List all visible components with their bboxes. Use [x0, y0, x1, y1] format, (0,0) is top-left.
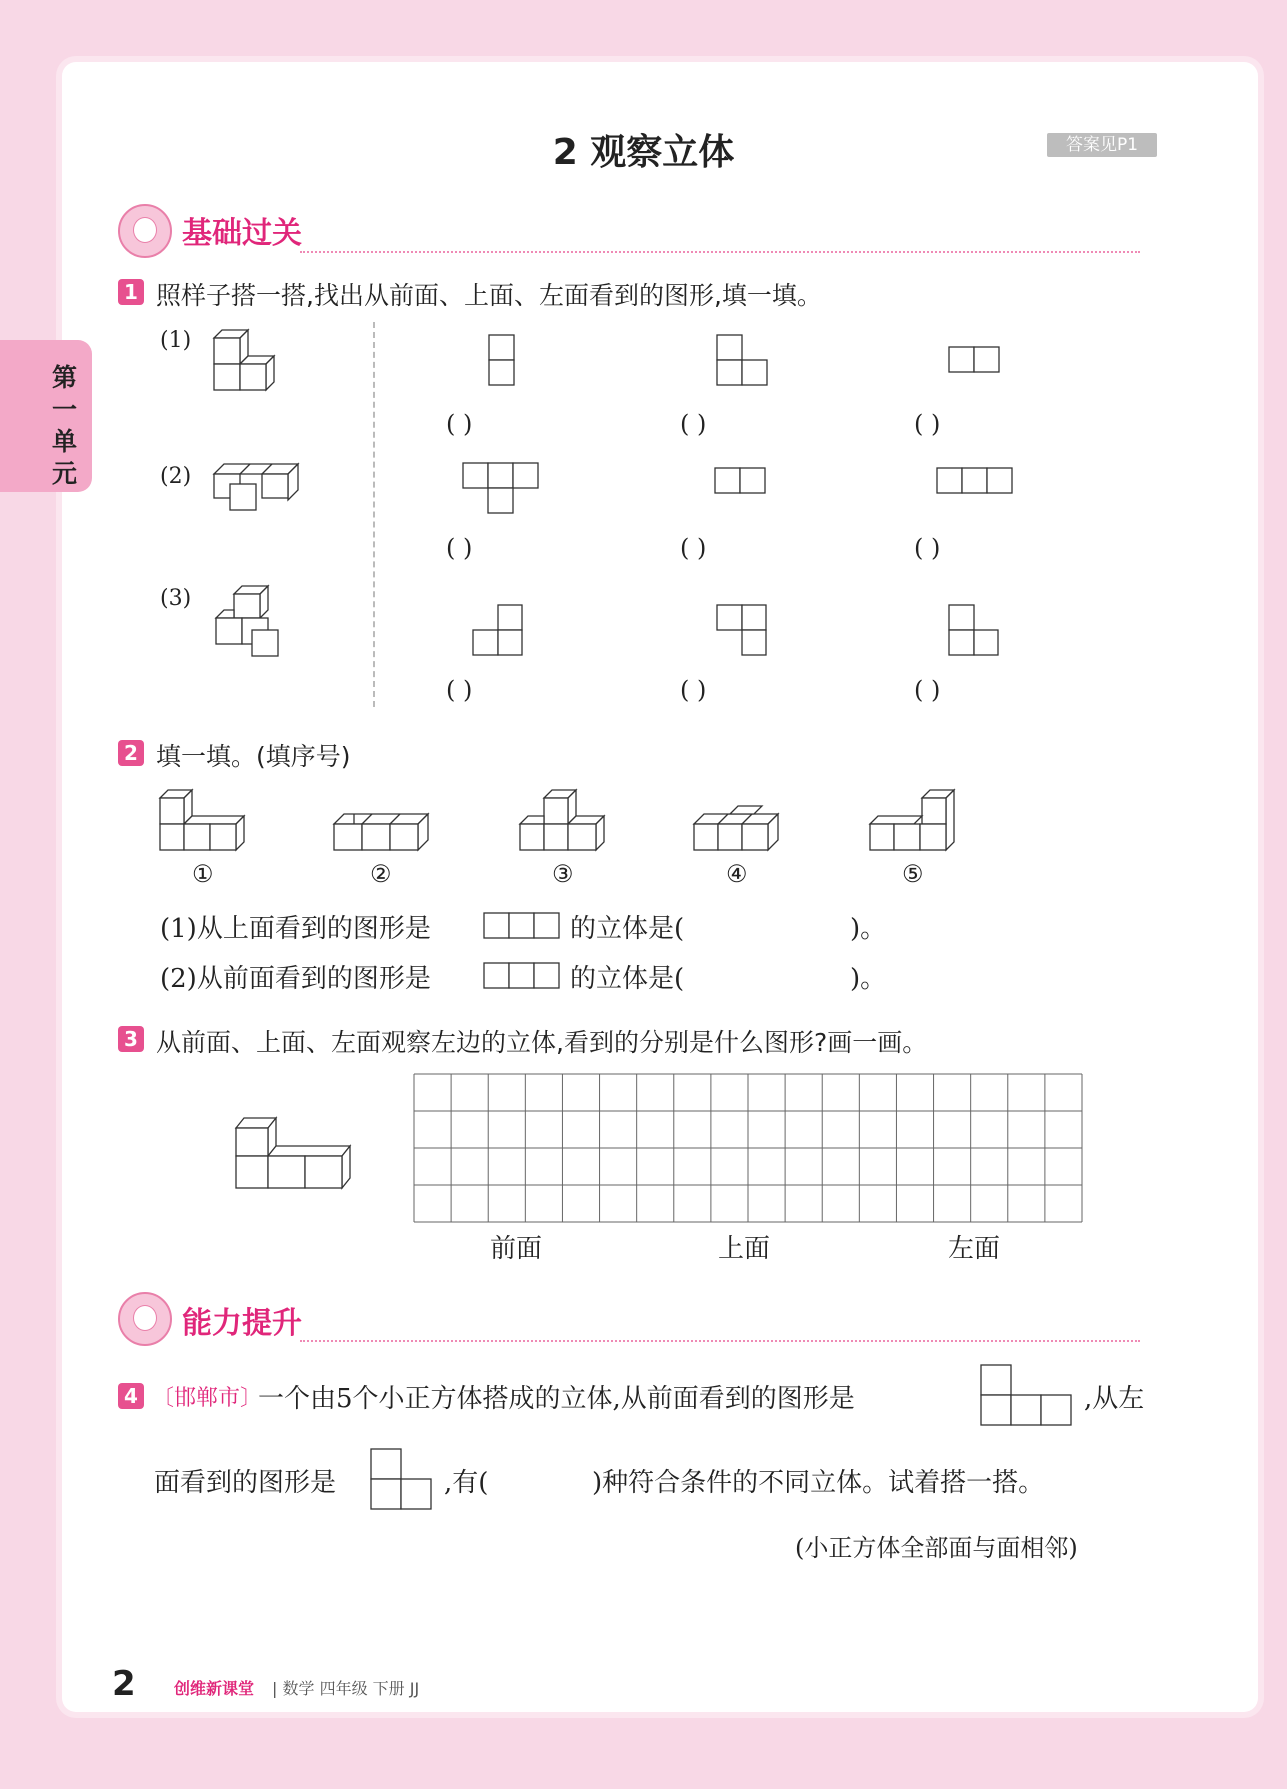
- solid-figure-2: [210, 462, 302, 512]
- option-label: ④: [726, 860, 748, 888]
- solid-option-4: [690, 804, 784, 854]
- page-number: 2: [112, 1664, 136, 1704]
- section-advanced: 能力提升: [182, 1306, 302, 1341]
- item-label: (1): [160, 328, 192, 353]
- solid-figure-q3: [234, 1116, 354, 1192]
- answer-blank[interactable]: ( ): [914, 410, 941, 438]
- subquestion-1-mid: 的立体是(: [570, 914, 685, 944]
- view-shape: [462, 462, 542, 516]
- grid-label-left: 左面: [948, 1234, 1001, 1264]
- solid-figure-3: [212, 584, 282, 658]
- grid-label-top: 上面: [718, 1234, 771, 1264]
- view-shape: [948, 346, 1002, 374]
- answer-blank[interactable]: ( ): [914, 676, 941, 704]
- unit-tab: [0, 340, 92, 492]
- solid-figure-1: [210, 328, 280, 394]
- view-shape: [488, 334, 516, 386]
- subquestion-1: (1)从上面看到的图形是: [160, 914, 431, 944]
- answer-blank[interactable]: ( ): [680, 534, 707, 562]
- answer-blank[interactable]: ( ): [680, 410, 707, 438]
- answer-open[interactable]: ,有(: [444, 1468, 489, 1498]
- series-name: 创维新课堂: [174, 1679, 255, 1698]
- view-shape: [483, 912, 561, 940]
- solid-option-1: [156, 786, 250, 854]
- dashed-divider: [373, 322, 375, 707]
- section-basic: 基础过关: [182, 216, 302, 251]
- unit-tab-label: 第一单元: [52, 363, 78, 488]
- answer-reference: 答案见P1: [1047, 133, 1157, 157]
- solid-option-2: [330, 804, 434, 854]
- answer-blank[interactable]: ( ): [446, 534, 473, 562]
- page-title: 2 观察立体: [552, 132, 735, 173]
- question-text: 照样子搭一搭,找出从前面、上面、左面看到的图形,填一填。: [156, 281, 822, 310]
- solid-option-5: [866, 786, 960, 854]
- item-label: (3): [160, 586, 192, 611]
- subquestion-2-mid: 的立体是(: [570, 964, 685, 994]
- section-divider: [300, 1340, 1140, 1342]
- hint-note: (小正方体全部面与面相邻): [795, 1534, 1078, 1562]
- option-label: ②: [370, 860, 392, 888]
- answer-blank[interactable]: ( ): [446, 676, 473, 704]
- view-shape: [716, 334, 770, 386]
- view-shape: [483, 962, 561, 990]
- view-shape-front: [980, 1364, 1074, 1426]
- question-number: 1: [118, 279, 144, 305]
- subquestion-2-end: )。: [850, 964, 887, 994]
- mascot-icon: [118, 204, 172, 258]
- question-number: 3: [118, 1026, 144, 1052]
- option-label: ③: [552, 860, 574, 888]
- solid-option-3: [516, 786, 610, 854]
- region-tag: 〔邯郸市〕: [152, 1386, 263, 1411]
- question-text-line2: 面看到的图形是: [154, 1468, 337, 1498]
- view-shape: [714, 467, 768, 495]
- view-shape: [936, 467, 1016, 495]
- drawing-grid[interactable]: [413, 1073, 1083, 1223]
- subquestion-2: (2)从前面看到的图形是: [160, 964, 431, 994]
- option-label: ①: [192, 860, 214, 888]
- book-info: | 数学 四年级 下册 JJ: [272, 1679, 420, 1698]
- option-label: ⑤: [902, 860, 924, 888]
- mascot-icon: [118, 1292, 172, 1346]
- question-text: 一个由5个小正方体搭成的立体,从前面看到的图形是: [258, 1384, 855, 1414]
- question-text-end: ,从左: [1084, 1384, 1145, 1414]
- subquestion-1-end: )。: [850, 914, 887, 944]
- question-text: 填一填。(填序号): [156, 742, 351, 771]
- section-divider: [300, 251, 1140, 253]
- view-shape: [472, 604, 526, 656]
- question-text-line2-end: )种符合条件的不同立体。试着搭一搭。: [592, 1468, 1045, 1498]
- item-label: (2): [160, 464, 192, 489]
- view-shape: [948, 604, 1002, 656]
- question-number: 4: [118, 1383, 144, 1409]
- question-number: 2: [118, 740, 144, 766]
- answer-blank[interactable]: ( ): [680, 676, 707, 704]
- question-text: 从前面、上面、左面观察左边的立体,看到的分别是什么图形?画一画。: [156, 1028, 928, 1057]
- view-shape-left: [370, 1448, 434, 1510]
- answer-blank[interactable]: ( ): [446, 410, 473, 438]
- view-shape: [716, 604, 770, 656]
- grid-label-front: 前面: [490, 1234, 543, 1264]
- answer-blank[interactable]: ( ): [914, 534, 941, 562]
